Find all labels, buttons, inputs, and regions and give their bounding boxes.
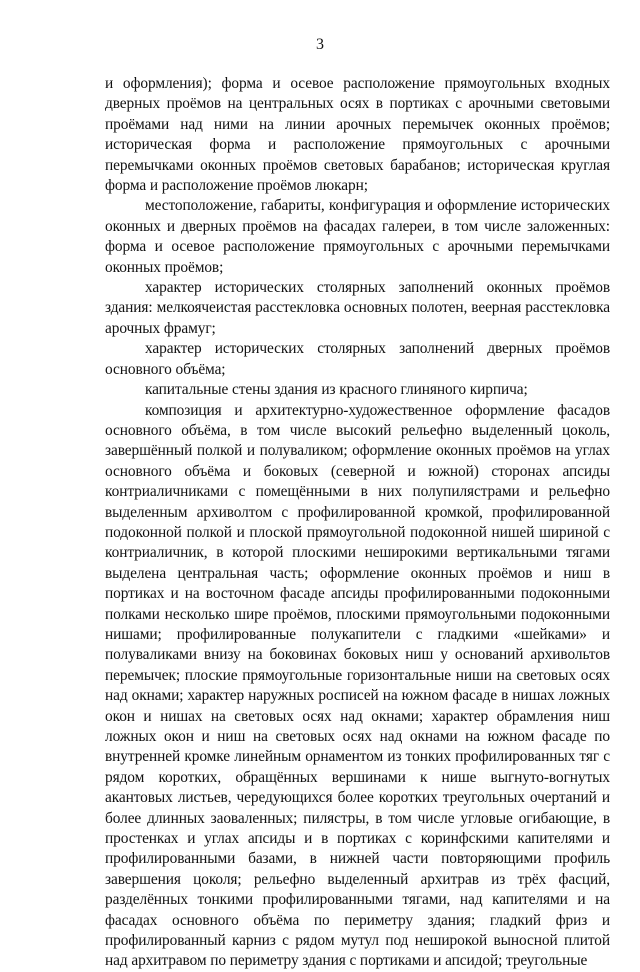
page-number: 3 <box>316 36 324 53</box>
paragraph: местоположение, габариты, конфигурация и оформление исторических оконных и дверных проёмов на фасадах галереи, в том числе заложенных: форма и осевое расположение прямоугольных с арочными перемычками оконных проёмов; <box>105 197 610 276</box>
paragraph: композиция и архитектурно-художественное оформление фасадов основного объёма, в том числе высокий рельефно выделенный цоколь, завершённый полкой и полуваликом; оформление оконных проёмов на углах основного объёма и боковых (северной и южной) сторонах апсиды контриаличниками с помещёнными в них полупилястрами и рельефно выделенным архиволтом с профилированной кромкой, профилированной подоконной полкой и плоской прямоугольной подоконной нишей шириной с контриаличник, в которой плоскими неширокими вертикальными тягами выделена центральная часть; оформление оконных проёмов и ниш в портиках и на восточном фасаде апсиды профилированными подоконными полками несколько шире проёмов, плоскими прямоугольными подоконными нишами; профилированные полукапители с гладкими «шейками» и полуваликами внизу на боковинах боковых ниш у оснований архивольтов перемычек; плоские прямоугольные горизонтальные ниши на световых осях над окнами; характер наружных росписей на южном фасаде в нишах ложных окон и нишах на световых осях над окнами; характер обрамления ниш ложных окон и ниш на световых осях над окнами на южном фасаде по внутренней кромке линейным орнаментом из тонких профилированных тяг с рядом коротких, обращённых вершинами к нише выгнуто-вогнутых акантовых листьев, чередующихся более коротких треугольных очертаний и более длинных заоваленных; пилястры, в том числе угловые огибающие, в простенках и углах апсиды и в портиках с коринфскими капителями и профилированными базами, в нижней части повторяющими профиль завершения цоколя; рельефно выделенный архитрав из трёх фасций, разделённых тонкими профилированными тягами, над капителями и на фасадах основного объёма по периметру здания; гладкий фриз и профилированный карниз с рядом мутул под неширокой выносной плитой над архитравом по периметру здания с портиками и апсидой; треугольные <box>105 401 610 970</box>
document-body <box>105 74 610 972</box>
paragraph: характер исторических столярных заполнений оконных проёмов здания: мелкоячеистая расстекловка основных полотен, веерная расстекловка арочных фрамуг; <box>105 279 610 337</box>
paragraph: капитальные стены здания из красного глиняного кирпича; <box>145 381 528 399</box>
paragraph: характер исторических столярных заполнений дверных проёмов основного объёма; <box>105 340 610 378</box>
paragraph-continuation: и оформления); форма и осевое расположение прямоугольных входных дверных проёмов на центральных осях в портиках с арочными световыми проёмами над ними на линии арочных перемычек оконных проёмов; историческая форма и расположение прямоугольных с арочными перемычками оконных проёмов световых барабанов; историческая круглая форма и расположение проёмов люкарн; <box>105 75 610 195</box>
